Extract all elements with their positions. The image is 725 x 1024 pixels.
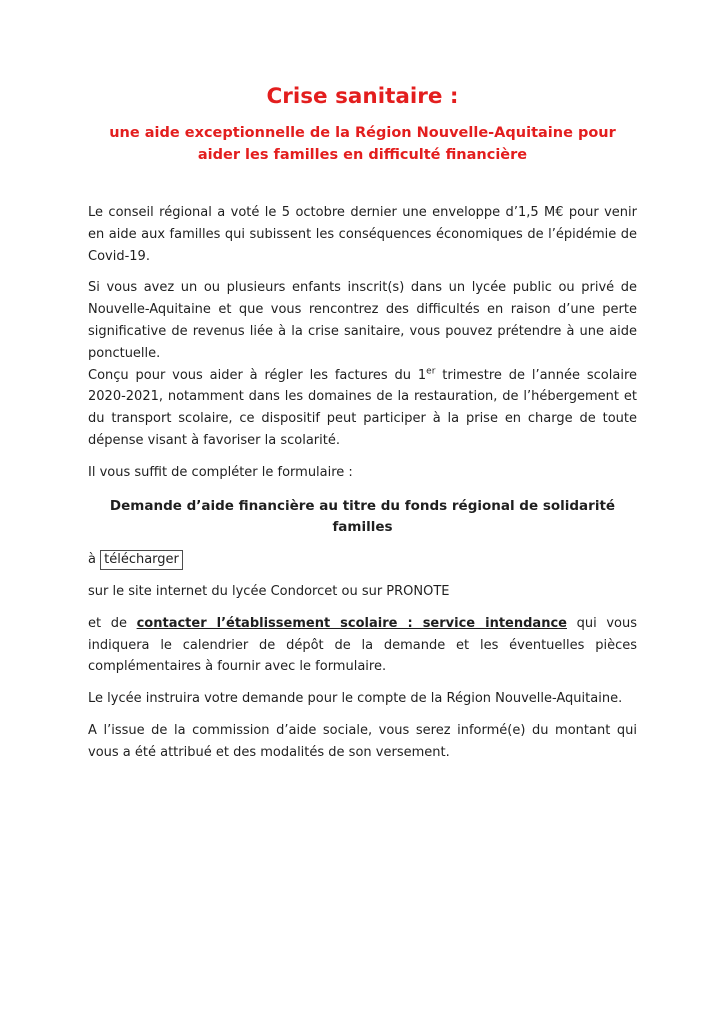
paragraph-site: sur le site internet du lycée Condorcet ou sur PRONOTE [88, 583, 450, 599]
dispositif-text-after: trimestre de l’année scolaire 2020-2021, notamment dans les domaines de la restauration, de l’hébergement et du transport scolaire, ce dispositif peut participer à la prise en charge de toute dépense visant à favoriser la scolarité. [88, 367, 637, 448]
paragraph-processing: Le lycée instruira votre demande pour le compte de la Région Nouvelle-Aquitaine. [88, 691, 623, 707]
paragraph-contact [88, 613, 637, 678]
download-prefix: à [88, 552, 101, 568]
paragraph-dispositif [88, 365, 637, 452]
download-link[interactable]: télécharger [100, 550, 183, 570]
paragraph-eligibility: Si vous avez un ou plusieurs enfants inscrit(s) dans un lycée public ou privé de Nouvelle-Aquitaine et que vous rencontrez des difficultés en raison d’une perte significative de revenus liée à la crise sanitaire, vous pouvez prétendre à une aide ponctuelle. [88, 280, 637, 361]
paragraph-outcome: A l’issue de la commission d’aide sociale, vous serez informé(e) du montant qui vous a été attribué et des modalités de son versement. [88, 722, 637, 760]
contact-suffix: qui vous indiquera le calendrier de dépôt de la demande et les éventuelles pièces complémentaires à fournir avec le formulaire. [88, 615, 637, 675]
dispositif-text-before: Conçu pour vous aider à régler les factures du 1 [88, 367, 427, 383]
paragraph-download [88, 549, 637, 571]
contact-emphasis: contacter l’établissement scolaire : service intendance [136, 615, 567, 631]
document-subtitle: une aide exceptionnelle de la Région Nouvelle-Aquitaine pour aider les familles en difficulté financière [109, 125, 616, 163]
document-title: Crise sanitaire : [266, 84, 459, 109]
contact-prefix: et de [88, 615, 137, 631]
paragraph-intro: Le conseil régional a voté le 5 octobre dernier une enveloppe d’1,5 M€ pour venir en aide aux familles qui subissent les conséquences économiques de l’épidémie de Covid-19. [88, 205, 637, 264]
form-title: Demande d’aide financière au titre du fonds régional de solidarité familles [109, 497, 616, 536]
paragraph-form-intro: Il vous suffit de compléter le formulaire : [88, 464, 353, 480]
ordinal-superscript: er [426, 366, 436, 377]
